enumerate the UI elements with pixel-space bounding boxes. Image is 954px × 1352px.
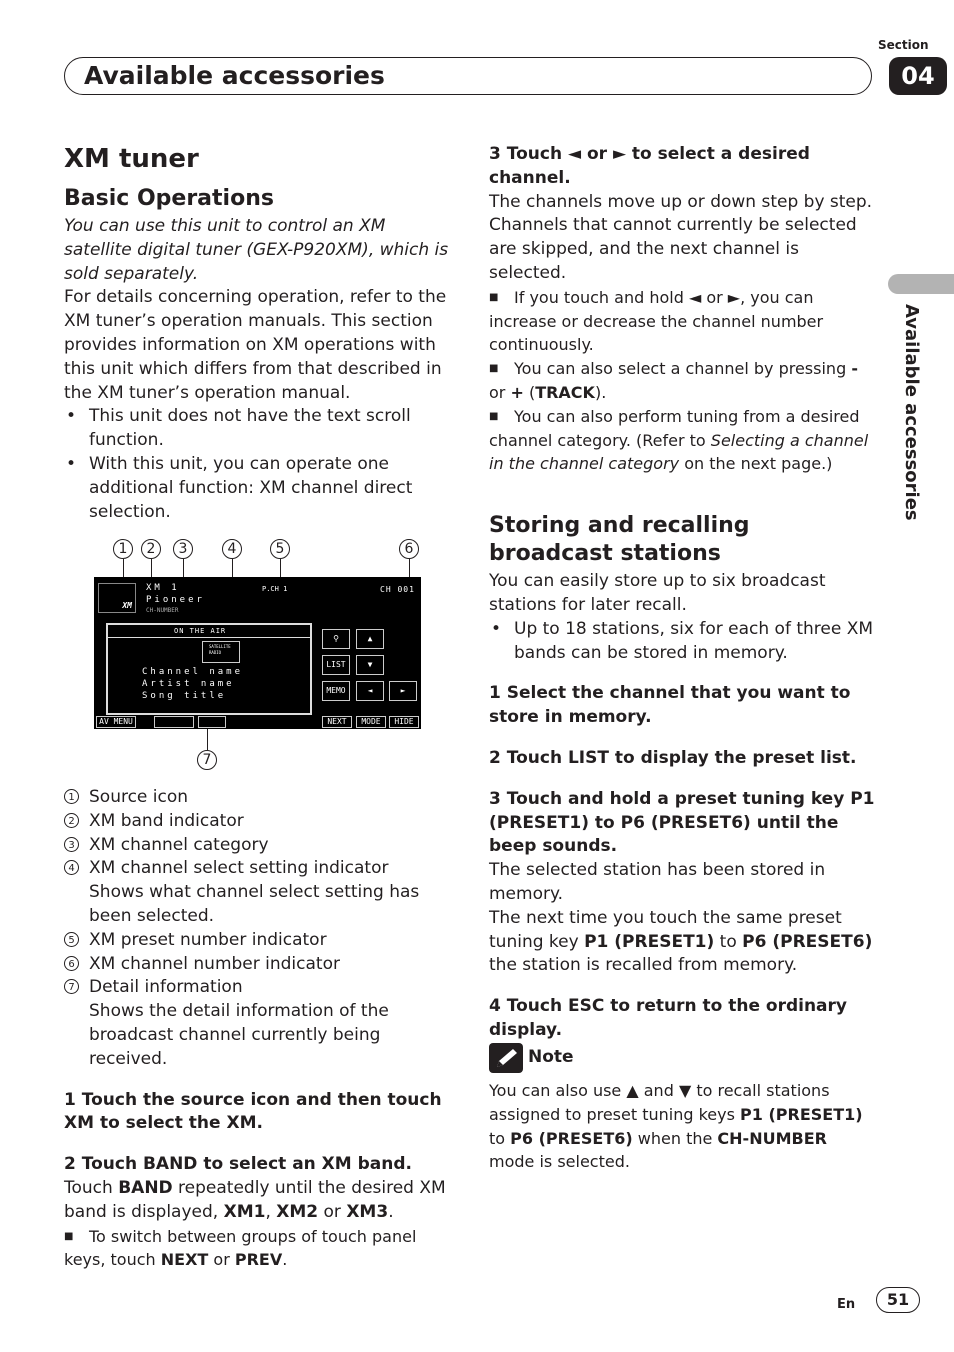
store-step-2: 2 Touch LIST to display the preset list. bbox=[489, 747, 857, 768]
detail-line: Channel name bbox=[142, 667, 244, 677]
channel-category: Pioneer bbox=[146, 595, 205, 605]
legend-item: 4 XM channel select setting indicator bbox=[64, 857, 454, 881]
note-item: ■ If you touch and hold ◄ or ►, you can increase or decrease the channel number continuously. bbox=[489, 286, 879, 357]
footer-language: En bbox=[837, 1297, 856, 1312]
next-button[interactable]: NEXT bbox=[322, 716, 352, 728]
store-step-4: 4 Touch ESC to return to the ordinary display. bbox=[489, 996, 847, 1040]
step-3-text: The channels move up or down step by step. Channels that cannot currently be selected are skipped, and the next channel is selected. bbox=[489, 191, 873, 283]
store-step-3: 3 Touch and hold a preset tuning key P1 (PRESET1) to P6 (PRESET6) until the beep sounds. bbox=[489, 788, 875, 857]
step-2: 2 Touch BAND to select an XM band. bbox=[64, 1154, 412, 1175]
search-button[interactable]: ⚲ bbox=[322, 629, 350, 649]
pencil-icon bbox=[489, 1043, 523, 1073]
detail-line: Artist name bbox=[142, 679, 235, 689]
store-step-1: 1 Select the channel that you want to store in memory. bbox=[489, 683, 851, 728]
side-tab-label: Available accessories bbox=[901, 304, 922, 521]
step-1: 1 Touch the source icon and then touch XM to select the XM. bbox=[64, 1089, 442, 1134]
store-step-3-text: The selected station has been stored in memory. bbox=[489, 860, 826, 904]
step-2-text: Touch BAND repeatedly until the desired XM band is displayed, XM1, XM2 or XM3. bbox=[64, 1177, 446, 1222]
step-2-note: ■ To switch between groups of touch panel keys, touch NEXT or PREV. bbox=[64, 1225, 454, 1273]
channel-number: CH 001 bbox=[380, 585, 415, 594]
page-header-title: Available accessories bbox=[84, 61, 385, 90]
legend-item: 2 XM band indicator bbox=[64, 810, 454, 834]
detail-panel bbox=[106, 623, 312, 715]
step-3: 3 Touch ◄ or ► to select a desired channel. bbox=[489, 144, 810, 188]
on-air-label: ON THE AIR bbox=[174, 627, 227, 635]
side-tab-marker bbox=[888, 274, 954, 294]
head-unit-screen bbox=[94, 577, 421, 729]
satellite-radio-logo: SATELLITE RADIO bbox=[202, 641, 240, 663]
detail-line: Song title bbox=[142, 691, 227, 701]
section-heading: Storing and recalling broadcast stations bbox=[489, 513, 750, 567]
legend-item: 7 Detail information bbox=[64, 976, 454, 1000]
band-indicator: XM 1 bbox=[146, 583, 180, 593]
section-subtitle: Basic Operations bbox=[64, 186, 274, 211]
hide-button[interactable]: HIDE bbox=[389, 716, 419, 728]
right-column bbox=[489, 143, 879, 1043]
page-title: XM tuner bbox=[64, 144, 199, 174]
legend-item: 6 XM channel number indicator bbox=[64, 953, 454, 977]
ch-number-indicator: CH-NUMBER bbox=[146, 607, 179, 614]
bullet-item: • This unit does not have the text scroll function. bbox=[64, 405, 454, 453]
side-tab-label-wrap bbox=[892, 304, 932, 534]
left-button[interactable]: ◄ bbox=[356, 681, 384, 701]
legend-subtext: Shows what channel select setting has been selected. bbox=[89, 882, 420, 926]
callout-3: 3 bbox=[173, 539, 193, 559]
note-label: Note bbox=[528, 1047, 574, 1067]
band-key[interactable] bbox=[154, 716, 194, 728]
note-item: ■ You can also select a channel by pressing - or + (TRACK). bbox=[489, 357, 879, 405]
left-column bbox=[64, 143, 454, 524]
store-step-3-text: The next time you touch the same preset tuning key P1 (PRESET1) to P6 (PRESET6) the station is recalled from memory. bbox=[489, 907, 873, 976]
mode-button[interactable]: MODE bbox=[356, 716, 386, 728]
intro-italic: You can use this unit to control an XM satellite digital tuner (GEX-P920XM), which is sold separately. bbox=[64, 216, 449, 284]
legend-item: 5 XM preset number indicator bbox=[64, 929, 454, 953]
page-number: 51 bbox=[876, 1287, 920, 1313]
legend-item: 1 Source icon bbox=[64, 786, 454, 810]
callout-5: 5 bbox=[270, 539, 290, 559]
bullet-item: • With this unit, you can operate one additional function: XM channel direct selection. bbox=[64, 453, 454, 524]
section-number-badge: 04 bbox=[889, 57, 947, 95]
up-button[interactable]: ▲ bbox=[356, 629, 384, 649]
store-intro: You can easily store up to six broadcast stations for later recall. bbox=[489, 571, 826, 615]
note-text: You can also use ▲ and ▼ to recall stations assigned to preset tuning keys P1 (PRESET1) to P6 (PRESET6) when the CH-NUMBER mode is selected. bbox=[489, 1081, 863, 1172]
down-button[interactable]: ▼ bbox=[356, 655, 384, 675]
callout-4: 4 bbox=[222, 539, 242, 559]
right-button[interactable]: ► bbox=[389, 681, 417, 701]
memo-button[interactable]: MEMO bbox=[322, 681, 350, 701]
callout-1: 1 bbox=[113, 539, 133, 559]
callout-7: 7 bbox=[197, 750, 217, 770]
list-button[interactable]: LIST bbox=[322, 655, 350, 675]
intro-paragraph: For details concerning operation, refer to the XM tuner’s operation manuals. This section provides information on XM operations with this unit which differs from that described in the XM tuner’s operation manual. bbox=[64, 287, 447, 403]
av-menu-button[interactable]: AV MENU bbox=[96, 716, 136, 728]
note-item: ■ You can also perform tuning from a desired channel category. (Refer to Selecting a channel in the channel category on the next page.) bbox=[489, 405, 879, 476]
section-label: Section bbox=[878, 38, 929, 52]
callout-2: 2 bbox=[141, 539, 161, 559]
source-icon[interactable]: XM bbox=[98, 583, 136, 613]
legend-and-steps bbox=[64, 786, 454, 1272]
preset-number: P.CH 1 bbox=[262, 585, 288, 593]
legend-subtext: Shows the detail information of the broadcast channel currently being received. bbox=[89, 1001, 389, 1069]
callout-6: 6 bbox=[399, 539, 419, 559]
legend-item: 3 XM channel category bbox=[64, 834, 454, 858]
category-key[interactable] bbox=[198, 716, 226, 728]
bullet-item: • Up to 18 stations, six for each of three XM bands can be stored in memory. bbox=[489, 618, 879, 666]
